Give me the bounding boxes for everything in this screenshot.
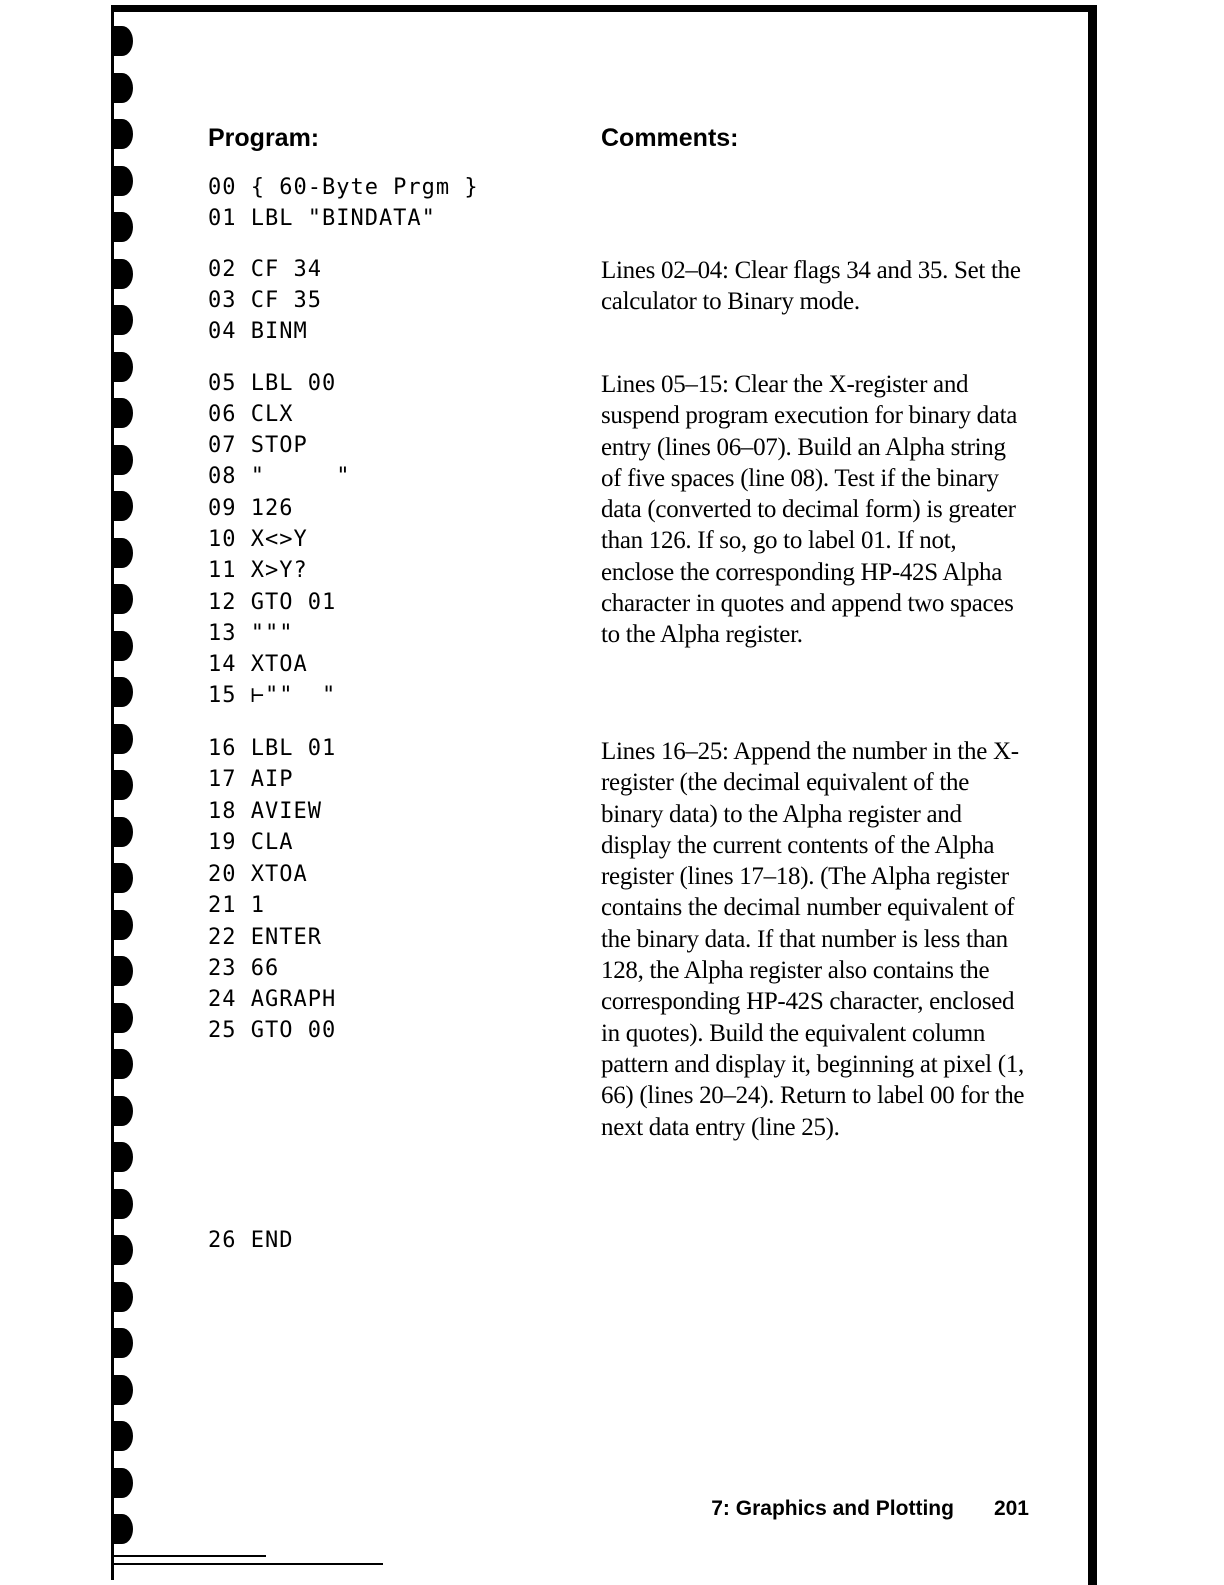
bottom-rule — [111, 1563, 383, 1565]
program-line: 00 { 60-Byte Prgm } — [208, 175, 479, 200]
program-line: 11 X>Y? — [208, 558, 308, 583]
binding-hole — [111, 1468, 133, 1498]
binding-hole — [111, 910, 133, 940]
program-line: 24 AGRAPH — [208, 987, 337, 1012]
program-line: 01 LBL "BINDATA" — [208, 206, 436, 231]
binding-hole — [111, 1421, 133, 1451]
chapter-title: 7: Graphics and Plotting — [711, 1497, 954, 1520]
program-line: 19 CLA — [208, 830, 294, 855]
comment-lines-02-04: Lines 02–04: Clear flags 34 and 35. Set the calculator to Binary mode. — [601, 257, 1021, 316]
binding-hole — [111, 26, 133, 56]
program-line: 25 GTO 00 — [208, 1018, 337, 1043]
program-line: 06 CLX — [208, 402, 294, 427]
binding-hole — [111, 1142, 133, 1172]
binding-hole — [111, 73, 133, 103]
program-line: 02 CF 34 — [208, 257, 322, 282]
program-line: 26 END — [208, 1228, 294, 1253]
program-line: 22 ENTER — [208, 925, 322, 950]
program-line: 18 AVIEW — [208, 799, 322, 824]
binding-hole — [111, 770, 133, 800]
program-line: 16 LBL 01 — [208, 736, 337, 761]
program-line: 15 ⊢"" " — [208, 683, 337, 708]
binding-hole — [111, 538, 133, 568]
binding-hole — [111, 1328, 133, 1358]
binding-hole — [111, 1375, 133, 1405]
binding-hole — [111, 259, 133, 289]
page-number: 201 — [993, 1497, 1029, 1520]
program-line: 04 BINM — [208, 319, 308, 344]
program-line: 05 LBL 00 — [208, 371, 337, 396]
program-line: 03 CF 35 — [208, 288, 322, 313]
binding-hole — [111, 584, 133, 614]
binding-hole — [111, 863, 133, 893]
binding-hole — [111, 956, 133, 986]
binding-hole — [111, 305, 133, 335]
program-line: 08 " " — [208, 464, 351, 489]
top-rule — [111, 5, 1097, 12]
binding-hole — [111, 1282, 133, 1312]
program-line: 13 """ — [208, 621, 294, 646]
binding-hole — [111, 1235, 133, 1265]
binding-hole — [111, 677, 133, 707]
binding-hole — [111, 445, 133, 475]
binding-hole — [111, 119, 133, 149]
comment-lines-05-15: Lines 05–15: Clear the X-register and suspend program execution for binary data entry (lines 06–07). Build an Alpha string of five spaces (line 08). Test if the binary data (converted to decimal form) is greater than 126. If so, go to label 01. If not, enclose the corresponding HP-42S Alpha character in quotes and append two spaces to the Alpha register. — [601, 371, 1018, 649]
binding-hole — [111, 491, 133, 521]
page-footer — [711, 1497, 1029, 1521]
binding-hole — [111, 1049, 133, 1079]
program-line: 17 AIP — [208, 767, 294, 792]
program-line: 23 66 — [208, 956, 280, 981]
binding-hole — [111, 166, 133, 196]
program-line: 07 STOP — [208, 433, 308, 458]
spiral-binding-holes — [0, 0, 140, 1584]
binding-hole — [111, 1096, 133, 1126]
binding-hole — [111, 1003, 133, 1033]
program-line: 09 126 — [208, 496, 294, 521]
binding-hole — [111, 1514, 133, 1544]
binding-hole — [111, 724, 133, 754]
comments-heading: Comments: — [601, 124, 739, 152]
binding-hole — [111, 817, 133, 847]
right-rule — [1088, 5, 1097, 1585]
binding-hole — [111, 1189, 133, 1219]
binding-hole — [111, 212, 133, 242]
program-line: 20 XTOA — [208, 862, 308, 887]
binding-hole — [111, 398, 133, 428]
program-line: 10 X<>Y — [208, 527, 308, 552]
program-line: 21 1 — [208, 893, 265, 918]
program-line: 12 GTO 01 — [208, 590, 337, 615]
comment-lines-16-25: Lines 16–25: Append the number in the X-register (the decimal equivalent of the binary data) to the Alpha register and display the current contents of the Alpha register (lines 17–18). (The Alpha register contains the decimal number equivalent of the binary data. If that number is less than 128, the Alpha register also contains the corresponding HP-42S character, enclosed in quotes). Build the equivalent column pattern and display it, beginning at pixel (1, 66) (lines 20–24). Return to label 00 for the next data entry (line 25). — [601, 738, 1025, 1141]
binding-hole — [111, 631, 133, 661]
binding-hole — [111, 352, 133, 382]
program-line: 14 XTOA — [208, 652, 308, 677]
program-heading: Program: — [208, 124, 320, 152]
